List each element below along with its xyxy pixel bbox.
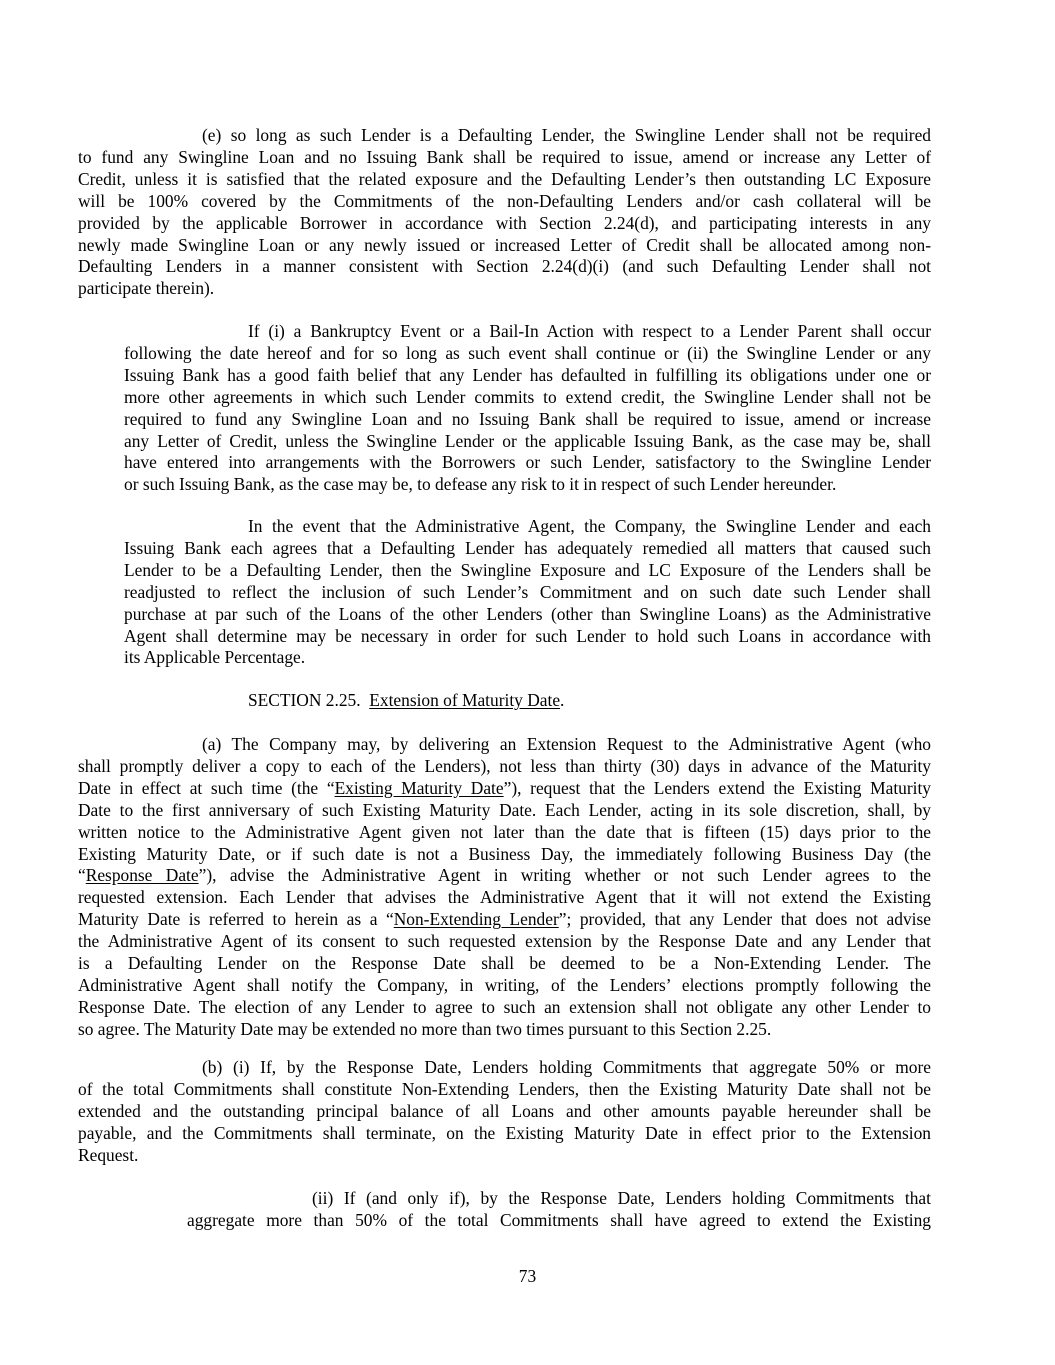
paragraph-line: payable, and the Commitments shall terminate, on the Existing Maturity Date in effect prior to the Extension [78, 1122, 931, 1143]
paragraph-line: Lender to be a Defaulting Lender, then the Swingline Exposure and LC Exposure of the Lenders shall be [124, 559, 931, 580]
paragraph-line: readjusted to reflect the inclusion of such Lender’s Commitment and on such date such Lender shall [124, 581, 931, 602]
defined-term-existing-maturity-date: Existing Maturity Date [334, 777, 504, 798]
paragraph-line: (ii) If (and only if), by the Response Date, Lenders holding Commitments that [312, 1188, 931, 1208]
defined-term-response-date: Response Date [85, 865, 199, 886]
paragraph-line: Issuing Bank has a good faith belief that any Lender has defaulted in fulfilling its obligations under one or [124, 364, 931, 385]
paragraph-line: (a) The Company may, by delivering an Extension Request to the Administrative Agent (who [202, 734, 931, 754]
paragraph-line: purchase at par such of the Loans of the other Lenders (other than Swingline Loans) as the Administrative [124, 603, 931, 624]
paragraph-line: (b) (i) If, by the Response Date, Lenders holding Commitments that aggregate 50% or more [202, 1057, 931, 1077]
paragraph-line: (e) so long as such Lender is a Defaulting Lender, the Swingline Lender shall not be required [202, 125, 931, 145]
paragraph-line: written notice to the Administrative Agent given not later than the date that is fifteen (15) days prior to the [78, 821, 931, 842]
paragraph-line [78, 778, 931, 800]
paragraph-line: required to fund any Swingline Loan and no Issuing Bank shall be required to issue, amend or increase [124, 408, 931, 429]
paragraph-line: will be 100% covered by the Commitments of the non-Defaulting Lenders and/or cash collateral will be [78, 190, 931, 211]
paragraph-line: newly made Swingline Loan or any newly issued or increased Letter of Credit shall be allocated among non- [78, 234, 931, 255]
paragraph-line: participate therein). [78, 278, 215, 299]
text-run: ”; provided, that any Lender that does not advise [558, 909, 931, 930]
paragraph-line: the Administrative Agent of its consent to such requested extension by the Response Date and any Lender that [78, 931, 931, 952]
paragraph-line: In the event that the Administrative Agent, the Company, the Swingline Lender and each [248, 516, 931, 536]
paragraph-line: is a Defaulting Lender on the Response Date shall be deemed to be a Non-Extending Lender. The [78, 953, 931, 974]
paragraph-line [78, 865, 931, 887]
paragraph-line: Response Date. The election of any Lender to agree to such an extension shall not obligate any other Lender to [78, 996, 931, 1017]
text-run: ”), request that the Lenders extend the Existing Maturity [503, 777, 931, 798]
paragraph-line [78, 909, 931, 931]
paragraph-line: have entered into arrangements with the Borrowers or such Lender, satisfactory to the Swingline Lender [124, 452, 931, 473]
paragraph-line: Request. [78, 1144, 139, 1165]
page-number: 73 [518, 1266, 537, 1286]
paragraph-b-ii [187, 1188, 931, 1232]
text-run: Maturity Date is referred to herein as a “ [78, 909, 394, 930]
paragraph-line: its Applicable Percentage. [124, 647, 306, 668]
paragraph-line: extended and the outstanding principal balance of all Loans and other amounts payable hereunder shall be [78, 1100, 931, 1121]
paragraph-line: more other agreements in which such Lender commits to extend credit, the Swingline Lender shall not be [124, 386, 931, 407]
paragraph-bankruptcy [124, 321, 931, 496]
paragraph-line: so agree. The Maturity Date may be extended no more than two times pursuant to this Section 2.25. [78, 1018, 772, 1039]
paragraph-e [78, 125, 931, 300]
section-title: Extension of Maturity Date [369, 690, 561, 710]
paragraph-line: requested extension. Each Lender that advises the Administrative Agent that it will not extend the Existing [78, 887, 931, 908]
paragraph-line: Date to the first anniversary of such Existing Maturity Date. Each Lender, acting in its sole discretion, shall, by [78, 799, 931, 820]
paragraph-line: of the total Commitments shall constitute Non-Extending Lenders, then the Existing Maturity Date shall not be [78, 1078, 931, 1099]
paragraph-a [78, 734, 931, 1041]
paragraph-line: to fund any Swingline Loan and no Issuing Bank shall be required to issue, amend or increase any Letter of [78, 146, 931, 167]
paragraph-line: following the date hereof and for so long as such event shall continue or (ii) the Swingline Lender or any [124, 342, 931, 363]
defined-term-non-extending-lender: Non-Extending Lender [393, 909, 559, 930]
text-run: Date in effect at such time (the “ [78, 777, 335, 798]
paragraph-line: Credit, unless it is satisfied that the related exposure and the Defaulting Lender’s then outstanding LC Exposure [78, 168, 931, 189]
paragraph-line: Issuing Bank each agrees that a Defaulting Lender has adequately remedied all matters that caused such [124, 537, 931, 558]
paragraph-line: aggregate more than 50% of the total Commitments shall have agreed to extend the Existing [187, 1209, 931, 1230]
section-number: SECTION 2.25. [248, 690, 361, 710]
paragraph-line: Administrative Agent shall notify the Company, in writing, of the Lenders’ elections promptly following the [78, 974, 931, 995]
paragraph-line: shall promptly deliver a copy to each of the Lenders), not less than thirty (30) days in advance of the Maturity [78, 755, 931, 776]
paragraph-line: If (i) a Bankruptcy Event or a Bail-In Action with respect to a Lender Parent shall occur [248, 321, 931, 341]
paragraph-line: Existing Maturity Date, or if such date is not a Business Day, the immediately following Business Day (the [78, 843, 931, 864]
paragraph-remedy [124, 516, 931, 669]
paragraph-line: Agent shall determine may be necessary in order for such Lender to hold such Loans in accordance with [124, 625, 931, 646]
text-run: “ [78, 865, 86, 886]
section-heading [248, 690, 564, 712]
paragraph-line: Defaulting Lenders in a manner consistent with Section 2.24(d)(i) (and such Defaulting Lender shall not [78, 256, 931, 277]
paragraph-b-i [78, 1057, 931, 1167]
section-title-period: . [560, 690, 565, 710]
paragraph-line: any Letter of Credit, unless the Swingline Lender or the applicable Issuing Bank, as the case may be, shall [124, 430, 931, 451]
paragraph-line: or such Issuing Bank, as the case may be, to defease any risk to it in respect of such Lender hereunder. [124, 474, 837, 495]
text-run: ”), advise the Administrative Agent in writing whether or not such Lender agrees to the [198, 865, 931, 886]
paragraph-line: provided by the applicable Borrower in accordance with Section 2.24(d), and participating interests in any [78, 212, 931, 233]
